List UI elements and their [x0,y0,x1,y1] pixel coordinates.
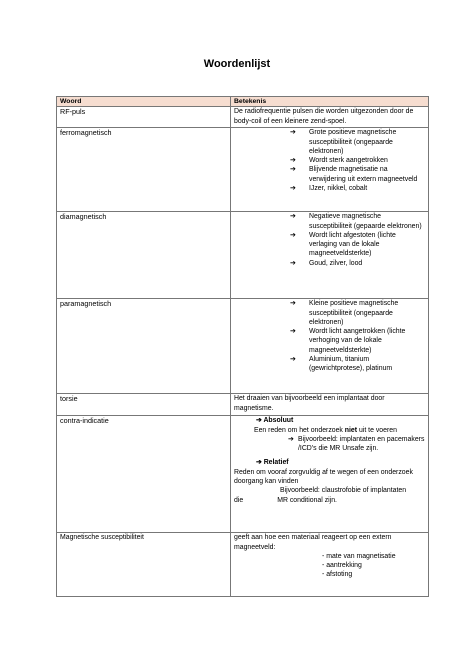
arrow-icon: ➔ [290,185,296,193]
list-item: - afstoting [322,571,353,579]
arrow-icon: ➔ [290,231,296,239]
arrow-icon: ➔ [290,259,296,267]
arrow-icon: ➔ [290,166,296,174]
list-item: - aantrekking [322,562,362,570]
list-item: ➔ Goud, zilver, lood [290,259,363,267]
term-cell: RF-puls [57,107,231,128]
arrow-icon: ➔ [290,213,296,221]
list-item: ➔ Negatieve magnetische susceptibiliteit (gepaarde elektronen) [290,213,422,230]
arrow-icon: ➔ [290,356,296,364]
list-item: ➔ Aluminium, titanium (gewrichtprotese), platinum [290,356,393,373]
absoluut-heading: ➔ Absoluut [256,417,294,425]
glossary-table [56,96,429,597]
absoluut-example: ➔ Bijvoorbeeld: implantaten en pacemakers /ICD's die MR Unsafe zijn. [288,435,425,453]
definition-cell: Het draaien van bijvoorbeeld een implantaat door magnetisme. [231,394,429,416]
term-cell: Magnetische susceptibiliteit [57,533,231,597]
definition-cell [231,416,429,533]
table-row [57,533,429,597]
arrow-icon: ➔ [290,328,296,336]
term-cell: torsie [57,394,231,416]
arrow-icon: ➔ [256,459,264,467]
arrow-icon: ➔ [256,417,264,425]
term-cell: paramagnetisch [57,299,231,394]
relatief-example-2: die MR conditional zijn. [234,496,337,504]
definition-cell: geeft aan hoe een materiaal reageert op een extern magneetveld: - mate van magnetisatie - aantrekking - afstoting [231,533,429,597]
definition-cell [231,299,429,394]
relatief-heading: ➔ Relatief [256,459,289,467]
list-item: ➔ Grote positieve magnetische susceptibiliteit (ongepaarde elektronen) [290,129,397,155]
list-item: ➔ IJzer, nikkel, cobalt [290,185,368,193]
definition-cell [231,212,429,299]
term-cell: ferromagnetisch [57,128,231,212]
table-row [57,299,429,394]
list-item: ➔ Wordt licht aangetrokken (lichte verhoging van de lokale magneetveldsterkte) [290,328,406,354]
page-title: Woordenlijst [203,58,271,70]
table-row [57,212,429,299]
arrow-icon: ➔ [290,157,296,165]
list-item: ➔ Blijvende magnetisatie na verwijdering uit extern magneetveld [290,166,418,183]
arrow-icon: ➔ [290,300,296,308]
relatief-example: Bijvoorbeeld: claustrofobie of implantaten [280,487,407,495]
list-item: ➔ Kleine positieve magnetische susceptibiliteit (ongepaarde elektronen) [290,300,399,326]
arrow-icon: ➔ [288,435,294,443]
table-row [57,416,429,533]
header-woord: Woord [57,97,231,107]
list-item: ➔ Wordt licht afgestoten (lichte verlaging van de lokale magneetveldsterkte) [290,231,396,258]
list-item: - mate van magnetisatie [322,552,396,560]
relatief-text: Reden om vooraf zorgvuldig af te wegen of een onderzoek doorgang kan vinden [234,468,413,486]
table-row [57,107,429,128]
absoluut-text: Een reden om het onderzoek niet uit te voeren [254,426,397,434]
table-header-row [57,97,429,107]
table-row [57,128,429,212]
table-row [57,394,429,416]
arrow-icon: ➔ [290,129,296,137]
definition-cell [231,128,429,212]
term-cell: contra-indicatie [57,416,231,533]
term-cell: diamagnetisch [57,212,231,299]
header-betekenis: Betekenis [231,97,429,107]
definition-cell: De radiofrequentie pulsen die worden uitgezonden door de body-coil of een kleinere zend-spoel. [231,107,429,128]
list-item: ➔ Wordt sterk aangetrokken [290,157,388,165]
